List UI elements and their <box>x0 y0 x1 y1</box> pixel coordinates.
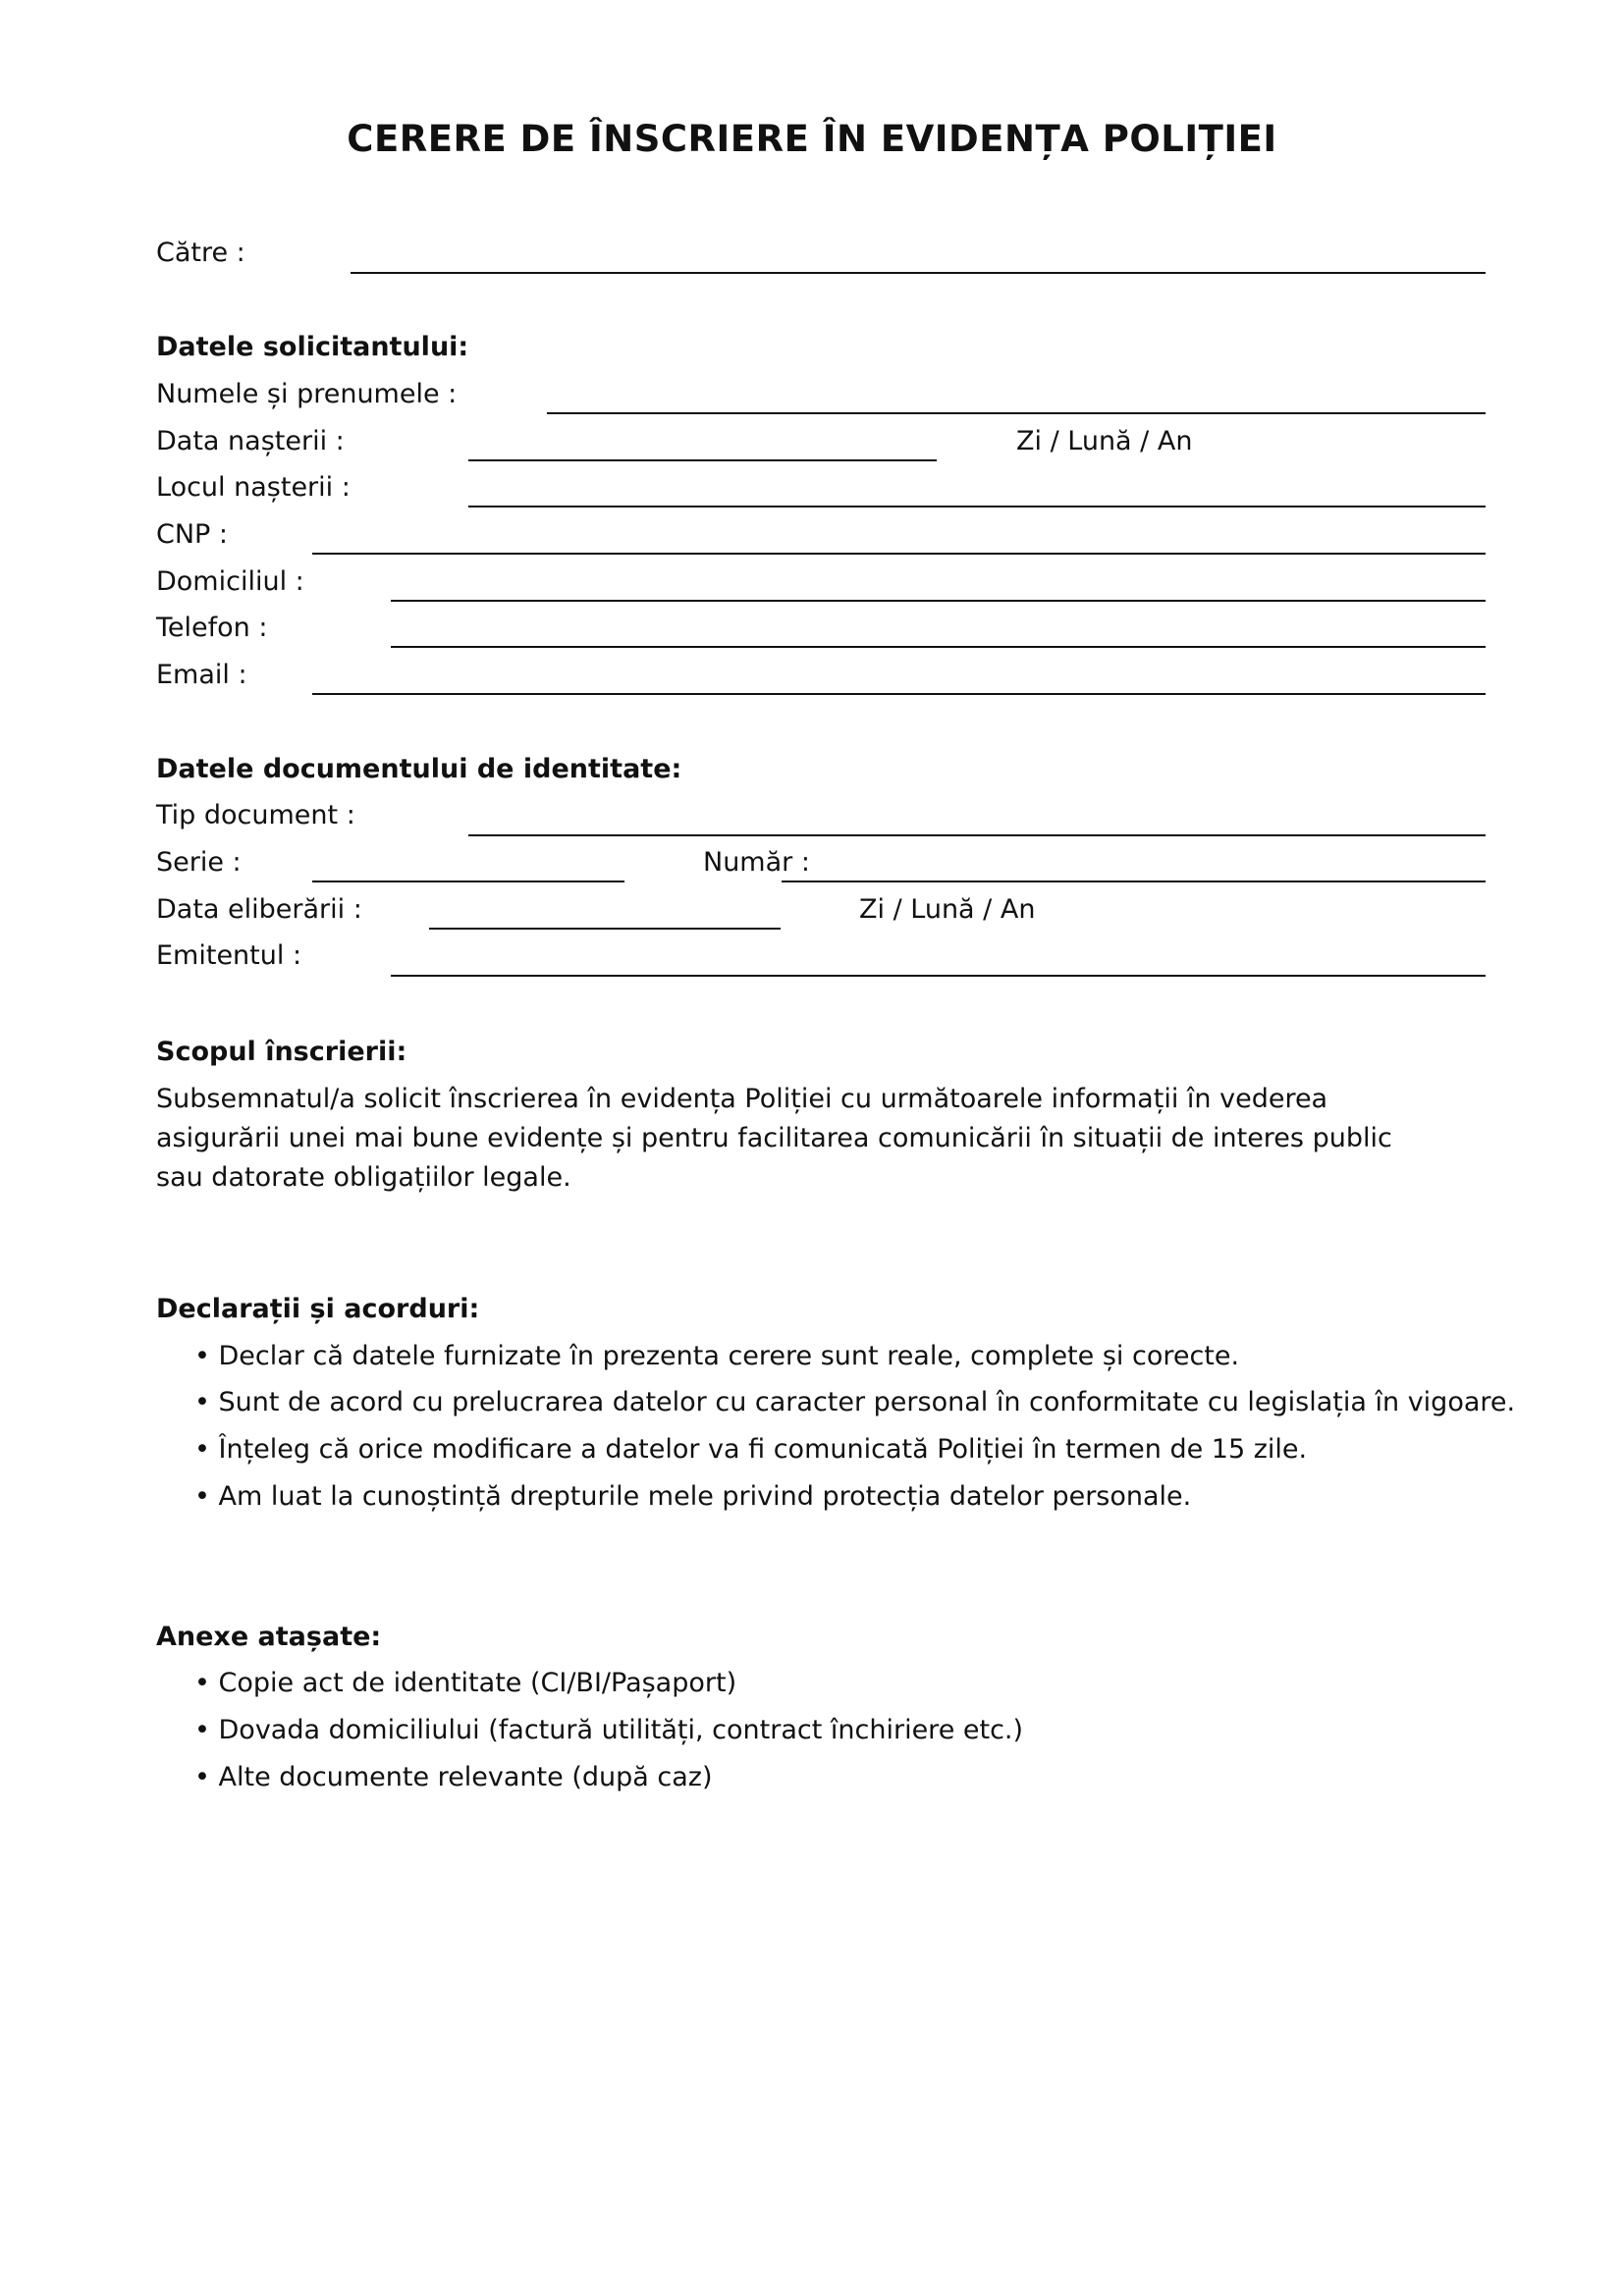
page-title: CERERE DE ÎNSCRIERE ÎN EVIDENȚA POLIȚIEI <box>347 118 1277 160</box>
purpose-paragraph <box>156 1080 1531 1198</box>
declaration-item: • Declar că datele furnizate în prezenta cerere sunt reale, complete și corecte. <box>194 1341 1240 1371</box>
annexes-heading: Anexe atașate: <box>156 1622 382 1652</box>
issuer-field[interactable] <box>391 975 1486 977</box>
recipient-field[interactable] <box>351 272 1486 274</box>
email-field[interactable] <box>312 693 1486 695</box>
id-document-heading: Datele documentului de identitate: <box>156 754 682 784</box>
birth-place-label: Locul nașterii : <box>156 472 351 503</box>
address-label: Domiciliul : <box>156 566 304 597</box>
annex-item: • Copie act de identitate (CI/BI/Pașaport) <box>194 1668 737 1698</box>
document-type-field[interactable] <box>468 834 1486 836</box>
declaration-item: • Am luat la cunoștință drepturile mele privind protecția datelor personale. <box>194 1481 1192 1512</box>
declaration-item: • Sunt de acord cu prelucrarea datelor cu caracter personal în conformitate cu legislația în vigoare. <box>194 1387 1516 1417</box>
issuer-label: Emitentul : <box>156 940 302 971</box>
birth-date-hint: Zi / Lună / An <box>1016 426 1193 456</box>
cnp-label: CNP : <box>156 519 229 550</box>
email-label: Email : <box>156 660 247 690</box>
birth-date-field[interactable] <box>468 459 937 461</box>
name-label: Numele și prenumele : <box>156 379 458 409</box>
name-field[interactable] <box>547 412 1486 414</box>
applicant-heading: Datele solicitantului: <box>156 332 469 362</box>
purpose-heading: Scopul înscrierii: <box>156 1037 407 1067</box>
declaration-item: • Înțeleg că orice modificare a datelor va fi comunicată Poliției în termen de 15 zile. <box>194 1434 1308 1465</box>
birth-date-label: Data nașterii : <box>156 426 345 456</box>
declarations-heading: Declarații și acorduri: <box>156 1294 480 1324</box>
recipient-label: Către : <box>156 238 245 268</box>
purpose-line: Subsemnatul/a solicit înscrierea în evidența Poliției cu următoarele informații în vederea <box>156 1084 1328 1114</box>
issue-date-field[interactable] <box>429 928 781 930</box>
issue-date-hint: Zi / Lună / An <box>859 894 1036 925</box>
series-label: Serie : <box>156 847 242 878</box>
annex-item: • Alte documente relevante (după caz) <box>194 1762 713 1792</box>
cnp-field[interactable] <box>312 553 1486 555</box>
address-field[interactable] <box>391 600 1486 602</box>
issue-date-label: Data eliberării : <box>156 894 362 925</box>
phone-field[interactable] <box>391 646 1486 648</box>
number-field[interactable] <box>782 881 1486 882</box>
series-field[interactable] <box>312 881 624 882</box>
document-type-label: Tip document : <box>156 800 355 830</box>
annex-item: • Dovada domiciliului (factură utilități, contract închiriere etc.) <box>194 1715 1024 1745</box>
number-label: Număr : <box>703 847 810 878</box>
phone-label: Telefon : <box>156 613 268 643</box>
purpose-line: sau datorate obligațiilor legale. <box>156 1162 571 1193</box>
birth-place-field[interactable] <box>468 506 1486 507</box>
purpose-line: asigurării unei mai bune evidențe și pentru facilitarea comunicării în situații de interes public <box>156 1123 1392 1153</box>
